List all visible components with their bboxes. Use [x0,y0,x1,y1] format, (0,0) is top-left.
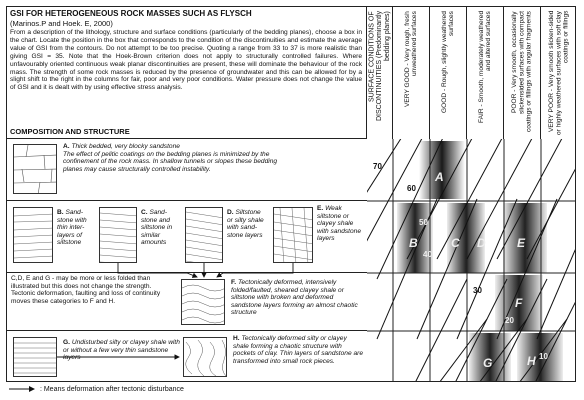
composition-heading: COMPOSITION AND STRUCTURE [10,127,130,136]
row-b-text: Sand-stone with thin inter-layers of siltstone [57,209,87,247]
zone-h: H [527,354,536,368]
gsi-contour-grid [367,139,576,382]
row-b-letter: B. [57,209,64,216]
column-fair-label: FAIR - Smooth, moderately weathered and altered surfaces [477,11,492,124]
chart-description: From a description of the lithology, structure and surface conditions (particularly of the bedding planes), choose a box in the chart. Locate the position in the box that corresponds to the condition of the discontinuities and estimate the average value of GSI from the contours. Do not attempt to be too precise. Quoting a range from 33 to 37 is more realistic than giving GSI = 35. Note that the Hoek-Brown criterion does not apply to structurally controlled failures. Where unfavourably oriented continuous weak planar discontinuities are present, these will dominate the behaviour of the rock mass. The strength of some rock masses is reduced by the presence of groundwater and this can be allowed for by a slight shift to the right in the columns for fair, poor and very poor conditions. Water pressure does not change the value of GSI and it is dealt with by using effective stress analysis. [10,29,362,92]
column-very-good-label: VERY GOOD - Very rough, fresh unweathered surfaces [403,11,418,107]
zone-g: G [483,356,493,370]
row-h-text: Tectonically deformed silty or clayey shale forming a chaotic structure with pockets of clay. Thin layers of sandstone are transformed into small rock pieces. [233,335,363,365]
row-c-letter: C. [141,209,148,216]
legend-text: : Means deformation after tectonic disturbance [39,385,184,393]
arrow-e-to-f [217,263,293,277]
surface-conditions-header [367,7,393,139]
contour-10: 10 [539,352,548,361]
row-a-title: Thick bedded, very blocky sandstone [71,143,180,150]
contour-50: 50 [419,218,428,227]
zone-d: D [477,236,486,250]
arrow-c-to-f [118,263,197,277]
legend-arrow-icon [8,385,38,393]
column-good-label: GOOD - Rough, slightly weathered surfaces [440,11,455,113]
row-e-text: Weak siltstone or clayey shale with sandstone layers [317,205,361,243]
tectonic-arrows [7,7,367,382]
contour-20: 20 [505,316,514,325]
row-c-text: Sand-stone and siltstone in similar amounts [141,209,173,247]
chart-title: GSI FOR HETEROGENEOUS ROCK MASSES SUCH AS FLYSCH [10,9,252,18]
column-very-poor [541,7,576,139]
row-cdeg-note: C,D, E and G - may be more or less folded than illustrated but this does not change the strength. Tectonic deformation, faulting and loss of continuity moves these categories to F and H. [11,275,161,305]
row-g-text: Undisturbed silty or clayey shale with or without a few very thin sandstone layers [63,339,180,362]
column-good [430,7,467,139]
row-f-letter: F. [231,279,237,286]
column-poor-label: POOR - Very smooth, occasionally slickensided surfaces with compact coatings or fillings with angular fragments [511,11,533,132]
zone-b: B [409,236,418,250]
column-very-poor-label: VERY POOR - Very smooth slicken-sided or highly weathered surfaces with soft clay coatings or fillings [548,11,570,135]
row-f-text: Tectonically deformed, intensively folded/faulted, sheared clayey shale or siltstone with broken and deformed sandstone layers forming an almost chaotic structure [231,279,358,317]
row-d-text: Siltstone or silty shale with sand-stone layers [227,209,264,239]
row-e-letter: E. [317,205,324,212]
column-poor [504,7,541,139]
legend [8,385,184,393]
row-h-letter: H. [233,335,240,342]
zone-f: F [515,296,523,310]
contour-70: 70 [373,162,382,171]
chart-subtitle: (Marinos.P and Hoek. E, 2000) [10,19,113,28]
zone-c: C [451,236,460,250]
contour-40: 40 [423,250,432,259]
contour-60: 60 [407,184,416,193]
zone-e: E [517,236,526,250]
contour-30: 30 [473,286,482,295]
row-d-letter: D. [227,209,234,216]
row-a-letter: A. [63,143,70,150]
zone-a: A [435,170,444,184]
column-very-good [393,7,430,139]
contour-svg [367,139,576,382]
row-a-note: The effect of pelitic coatings on the bedding planes is minimized by the confinement of the rock mass. In shallow tunnels or slopes these bedding planes may cause structurally controlled instability. [63,150,278,173]
gsi-chart [6,6,576,382]
column-fair [467,7,504,139]
row-g-letter: G. [63,339,70,346]
surface-conditions-label: SURFACE CONDITIONS OF DISCONTINUITIES (Predominantly bedding planes) [368,11,391,122]
